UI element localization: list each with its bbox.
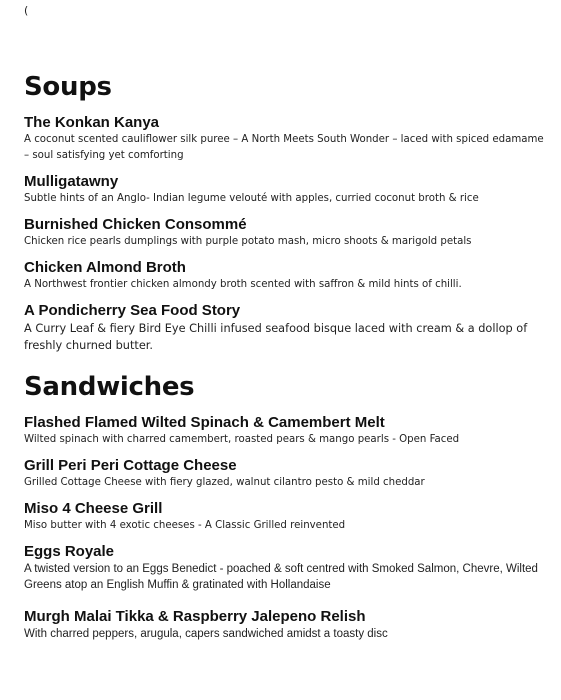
stray-mark: ( (24, 4, 29, 17)
item-description: Miso butter with 4 exotic cheeses - A Classic Grilled reinvented (24, 520, 346, 531)
item-description: With charred peppers, arugula, capers sandwiched amidst a toasty disc (24, 628, 388, 640)
section-title-sandwiches: Sandwiches (24, 372, 195, 402)
item-name: Mulligatawny (24, 173, 119, 190)
menu-item (24, 543, 544, 593)
item-name: The Konkan Kanya (24, 114, 160, 131)
soups-section (24, 72, 544, 363)
item-description: Chicken rice pearls dumplings with purple potato mash, micro shoots & marigold petals (24, 236, 472, 247)
section-title-soups: Soups (24, 72, 112, 102)
menu-item (24, 216, 544, 250)
item-description: Subtle hints of an Anglo- Indian legume velouté with apples, curried coconut broth & rice (24, 193, 479, 204)
item-name: Chicken Almond Broth (24, 259, 186, 276)
item-name: Eggs Royale (24, 543, 115, 560)
item-name: A Pondicherry Sea Food Story (24, 302, 241, 319)
menu-item (24, 457, 544, 491)
item-description: A Curry Leaf & fiery Bird Eye Chilli infused seafood bisque laced with cream & a dollop of freshly churned butter. (24, 322, 528, 352)
item-description: Wilted spinach with charred camembert, roasted pears & mango pearls - Open Faced (24, 434, 460, 445)
item-description: A twisted version to an Eggs Benedict - poached & soft centred with Smoked Salmon, Chevre, Wilted Greens atop an English Muffin & gratinated with Hollandaise (24, 563, 538, 591)
menu-item (24, 173, 544, 207)
item-name: Flashed Flamed Wilted Spinach & Camembert Melt (24, 414, 385, 431)
menu-item (24, 414, 544, 448)
menu-item (24, 500, 544, 534)
menu-item (24, 114, 544, 164)
menu-item (24, 302, 544, 354)
sandwiches-section (24, 372, 544, 651)
item-description: A coconut scented cauliflower silk puree – A North Meets South Wonder – laced with spiced edamame – soul satisfying yet comforting (24, 134, 544, 161)
item-name: Murgh Malai Tikka & Raspberry Jalepeno Relish (24, 608, 366, 625)
item-name: Miso 4 Cheese Grill (24, 500, 163, 517)
menu-item (24, 259, 544, 293)
item-description: Grilled Cottage Cheese with fiery glazed, walnut cilantro pesto & mild cheddar (24, 477, 425, 488)
item-name: Burnished Chicken Consommé (24, 216, 247, 233)
item-description: A Northwest frontier chicken almondy broth scented with saffron & mild hints of chilli. (24, 279, 462, 290)
menu-item (24, 608, 544, 642)
item-name: Grill Peri Peri Cottage Cheese (24, 457, 237, 474)
